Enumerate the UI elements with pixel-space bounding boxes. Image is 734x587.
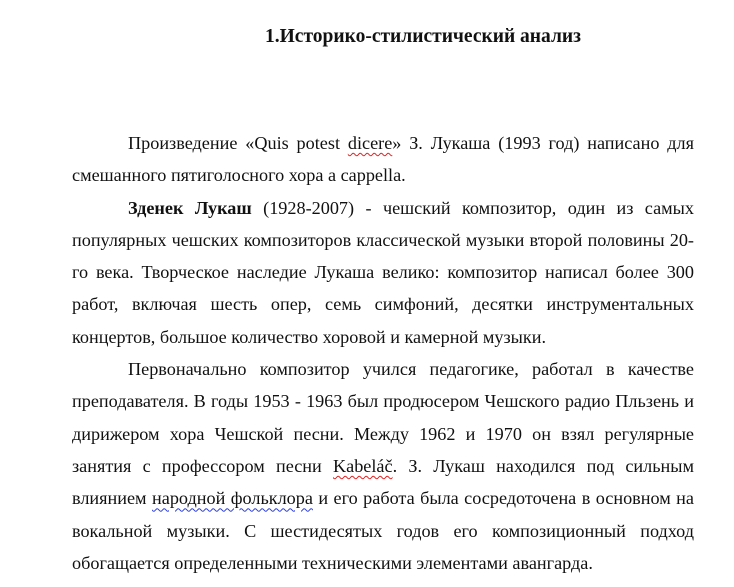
paragraph-intro (72, 127, 694, 192)
text-run: Произведение «Quis potest (128, 133, 348, 153)
document-body (72, 127, 694, 579)
text-run: Первоначально композитор учился педагогике, работал в качестве преподавателя. В годы 1953 - 1963 был продюсером Чешского радио Пльзень и дирижером хора Чешской песни. Между 1962 и 1970 он взял регулярные занятия с профессором песни (72, 359, 694, 476)
text-run: и его работа была сосредоточена в основном на вокальной музыки. С шестидесятых годов его композиционный подход обогащается определенными техническими элементами авангарда. (72, 488, 694, 573)
composer-name: Зденек Лукаш (128, 197, 252, 218)
paragraph-biography (72, 192, 694, 353)
section-heading: 1.Историко-стилистический анализ (265, 26, 581, 47)
spelling-error-word[interactable]: dicere (347, 133, 393, 153)
paragraph-career (72, 353, 694, 579)
text-run: » З. Лукаша (1993 год) написано для смешанного пятиголосного хора a cappella. (72, 133, 694, 186)
grammar-error-phrase[interactable]: народной фольклора (152, 488, 313, 509)
spelling-error-word[interactable]: Kabeláč (333, 455, 393, 476)
text-run: . З. Лукаш находился под сильным влиянием (72, 455, 694, 509)
text-run: (1928-2007) - чешский композитор, один из самых популярных чешских композиторов классической музыки второй половины 20-го века. Творческое наследие Лукаша велико: композитор написал более 300 работ, включая шесть опер, семь симфоний, десятки инструментальных концертов, большое количество хоровой и камерной музыки. (72, 197, 694, 347)
